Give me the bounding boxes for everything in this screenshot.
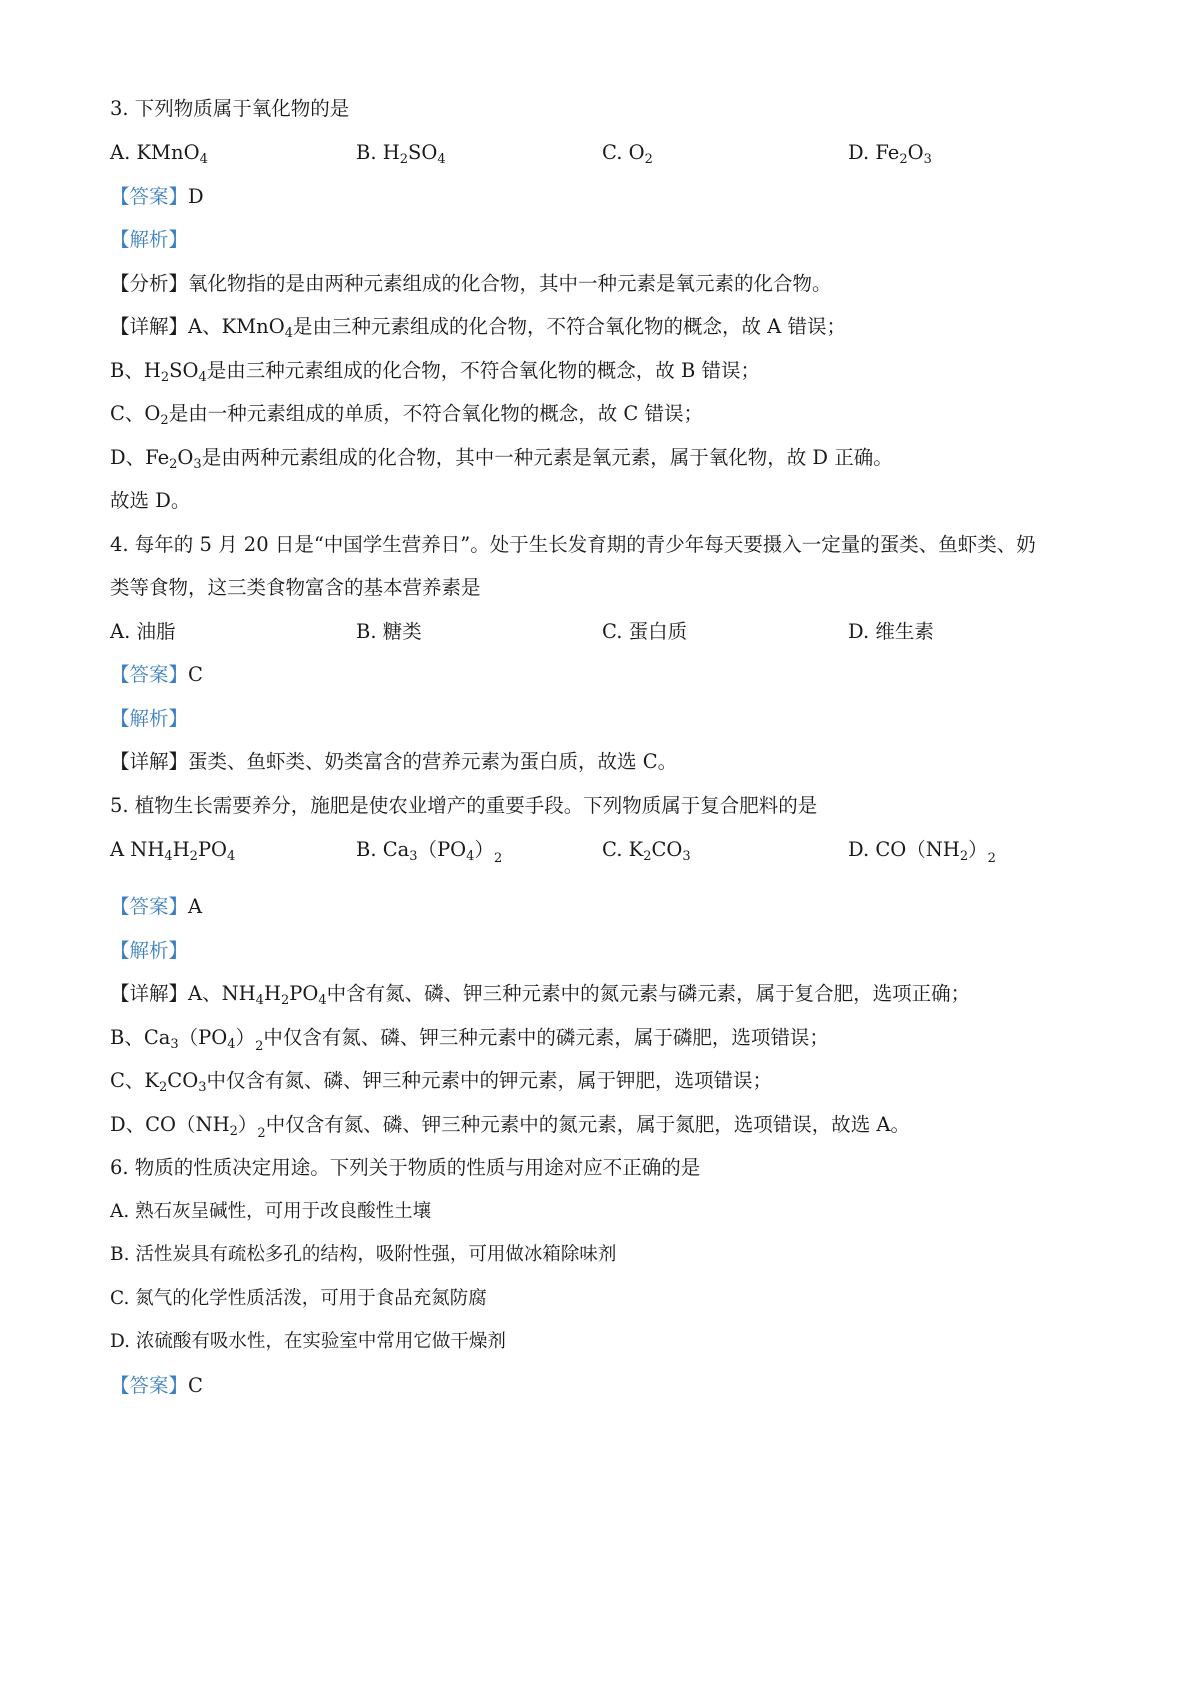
q4-detail: 【详解】蛋类、鱼虾类、奶类富含的营养元素为蛋白质，故选 C。 xyxy=(110,750,678,773)
q4-answer: 【答案】C xyxy=(110,663,203,686)
q3-option-c: C. $O_2$ xyxy=(602,141,653,167)
q5-analysis-label: 【解析】 xyxy=(110,939,189,962)
q5-detail-c: C、$K_2CO_3$中仅含有氮、磷、钾三种元素中的钾元素，属于钾肥，选项错误； xyxy=(110,1069,772,1095)
q3-detail-c: C、$O_2$是由一种元素组成的单质，不符合氧化物的概念，故 C 错误； xyxy=(110,402,704,428)
q5-option-b: B. $Ca_3(PO_4)_2$ xyxy=(356,838,503,866)
q6-stem: 6. 物质的性质决定用途。下列关于物质的性质与用途对应不正确的是 xyxy=(110,1156,701,1179)
q5-option-d: D. $CO(NH_2)_2$ xyxy=(848,838,996,866)
q6-option-d: D. 浓硫酸有吸水性，在实验室中常用它做干燥剂 xyxy=(110,1331,506,1352)
q3-conclusion: 故选 D。 xyxy=(110,489,191,512)
q5-option-c: C. $K_2CO_3$ xyxy=(602,838,691,864)
q4-stem-line2: 类等食物，这三类食物富含的基本营养素是 xyxy=(110,576,481,599)
q3-option-a: A. KMnO$_4$ xyxy=(110,141,208,167)
q4-analysis-label: 【解析】 xyxy=(110,707,189,730)
q3-fenxi: 【分析】氧化物指的是由两种元素组成的化合物，其中一种元素是氧元素的化合物。 xyxy=(110,272,832,295)
q3-detail-b: B、$H_2SO_4$是由三种元素组成的化合物，不符合氧化物的概念，故 B 错误； xyxy=(110,359,760,385)
q4-option-a: A. 油脂 xyxy=(110,620,176,643)
q3-detail-a: 【详解】A、KMnO$_4$是由三种元素组成的化合物，不符合氧化物的概念，故 A 错误； xyxy=(110,315,846,341)
q3-option-b: B. $H_2SO_4$ xyxy=(356,141,446,167)
q6-option-b: B. 活性炭具有疏松多孔的结构，吸附性强，可用做冰箱除味剂 xyxy=(110,1244,617,1265)
q3-option-d: D. $Fe_2O_3$ xyxy=(848,141,932,167)
q3-detail-d: D、$Fe_2O_3$是由两种元素组成的化合物，其中一种元素是氧元素，属于氧化物，故 D 正确。 xyxy=(110,446,893,472)
q4-option-d: D. 维生素 xyxy=(848,620,934,643)
q3-analysis-label: 【解析】 xyxy=(110,228,189,251)
q5-detail-b: B、$Ca_3(PO_4)_2$中仅含有氮、磷、钾三种元素中的磷元素，属于磷肥，选项错误； xyxy=(110,1026,829,1054)
q5-detail-d: D、$CO(NH_2)_2$中仅含有氮、磷、钾三种元素中的氮元素，属于氮肥，选项错误，故选 A。 xyxy=(110,1113,910,1141)
q6-option-c: C. 氮气的化学性质活泼，可用于食品充氮防腐 xyxy=(110,1288,487,1309)
q3-answer: 【答案】D xyxy=(110,185,204,208)
q5-option-a: A $NH_4H_2PO_4$ xyxy=(110,838,236,864)
q5-detail-a: 【详解】A、$NH_4H_2PO_4$中含有氮、磷、钾三种元素中的氮元素与磷元素，属于复合肥，选项正确； xyxy=(110,982,971,1008)
q4-stem-line1: 4. 每年的 5 月 20 日是“中国学生营养日”。处于生长发育期的青少年每天要摄入一定量的蛋类、鱼虾类、奶 xyxy=(110,533,1036,556)
q4-option-c: C. 蛋白质 xyxy=(602,620,688,643)
q6-answer: 【答案】C xyxy=(110,1374,203,1397)
q3-stem: 3. 下列物质属于氧化物的是 xyxy=(110,97,350,120)
q5-stem: 5. 植物生长需要养分，施肥是使农业增产的重要手段。下列物质属于复合肥料的是 xyxy=(110,794,818,817)
q6-option-a: A. 熟石灰呈碱性，可用于改良酸性土壤 xyxy=(110,1201,432,1222)
q4-option-b: B. 糖类 xyxy=(356,620,422,643)
q5-answer: 【答案】A xyxy=(110,895,203,918)
